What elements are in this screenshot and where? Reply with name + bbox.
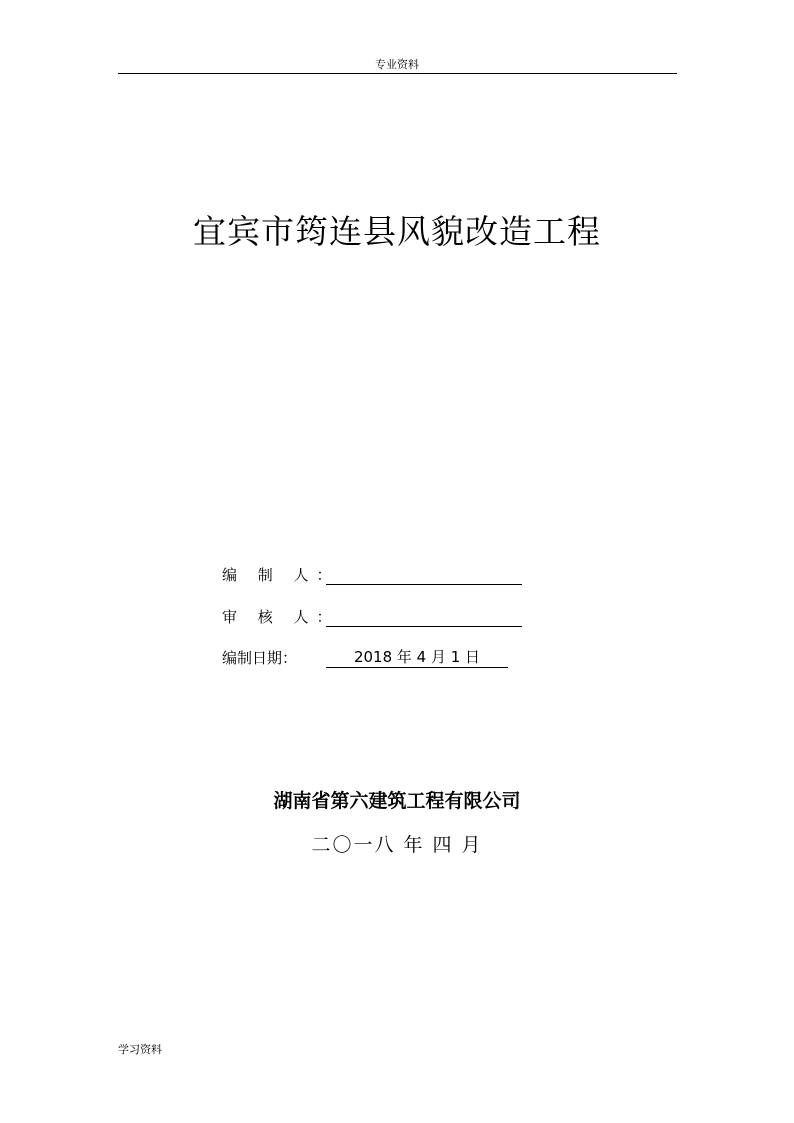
company-name: 湖南省第六建筑工程有限公司 [273, 790, 521, 812]
reviewer-field-row [222, 605, 522, 627]
date-label: 编制日期： [222, 649, 298, 667]
document-title: 宜宾市筠连县风貌改造工程 [193, 212, 601, 251]
header-rule [118, 73, 677, 74]
date-field-row [222, 646, 508, 668]
issue-date: 二〇一八 年 四 月 [311, 834, 483, 856]
author-field-row [222, 563, 522, 585]
date-value: 2018 年 4 月 1 日 [326, 647, 508, 668]
page-header-text: 专业资料 [375, 58, 419, 71]
reviewer-line [326, 606, 522, 627]
author-line [326, 564, 522, 585]
author-label: 编 制 人： [222, 566, 340, 584]
reviewer-label: 审 核 人： [222, 608, 340, 626]
page-footer-text: 学习资料 [118, 1043, 162, 1056]
